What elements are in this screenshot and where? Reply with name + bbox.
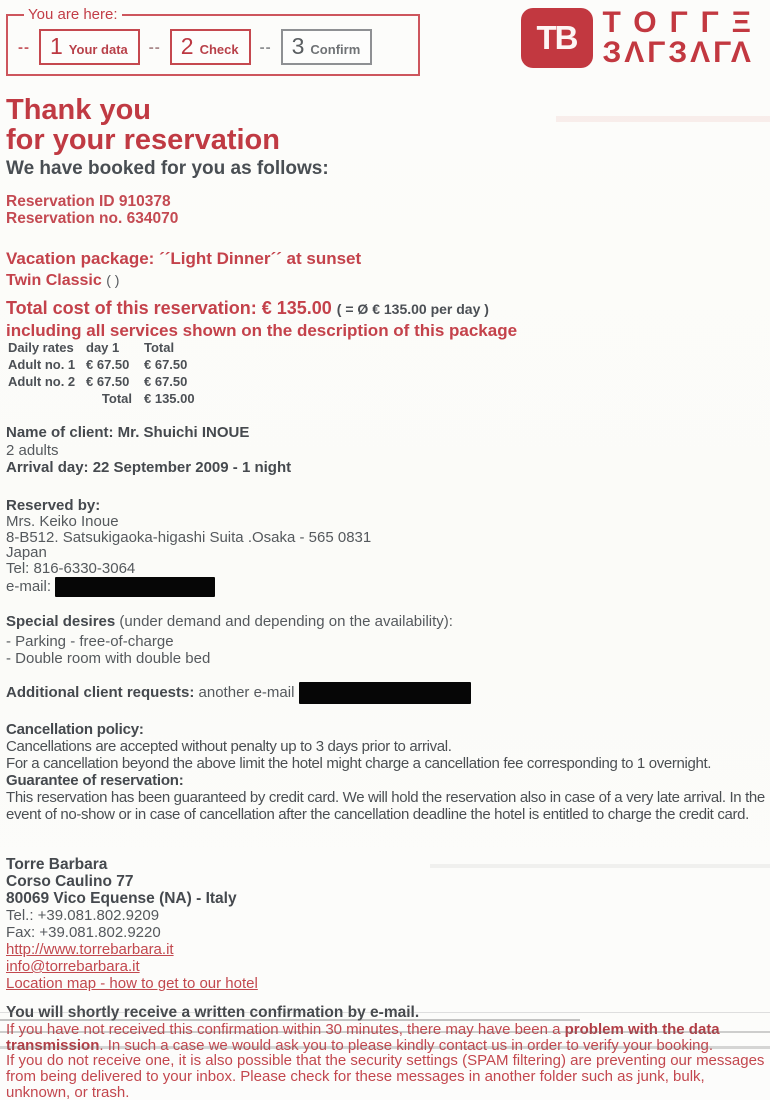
hotel-website-link[interactable]: http://www.torrebarbara.it — [6, 941, 174, 958]
package-block — [6, 249, 517, 341]
reservation-number: Reservation no. 634070 — [6, 210, 179, 227]
cancellation-policy-line: For a cancellation beyond the above limit the hotel might charge a cancellation fee corresponding to 1 overnight. — [6, 755, 712, 772]
rate-row-day1: € 67.50 — [86, 374, 130, 389]
step-number: 2 — [180, 33, 194, 59]
tb-logo-icon: TB — [521, 8, 593, 68]
client-adults: 2 adults — [6, 441, 59, 459]
logo-word-torre: TOΓΓΞ — [602, 6, 764, 39]
step-check[interactable] — [170, 29, 251, 65]
page-title-line1: Thank you — [6, 94, 152, 126]
step-separator: -- — [148, 38, 161, 56]
redacted-email-box — [55, 577, 215, 597]
cancellation-policy-heading: Cancellation policy: — [6, 721, 144, 738]
wizard-stepper — [6, 6, 420, 76]
step-confirm[interactable] — [281, 29, 373, 65]
warning-text: . In such a case we would ask you to please kindly contact us in order to verify your booking. — [99, 1036, 714, 1054]
reserved-by-email-line — [6, 577, 371, 597]
room-type-suffix: ( ) — [106, 272, 120, 288]
guarantee-heading: Guarantee of reservation: — [6, 772, 184, 789]
rates-total-value: € 135.00 — [144, 391, 195, 406]
special-desires-heading-line — [6, 613, 453, 630]
warning-bold-text: problem with the data transmission — [6, 1020, 720, 1054]
scan-artifact — [430, 864, 770, 868]
daily-rates-table — [8, 341, 206, 409]
reserved-by-tel: Tel: 816-6330-3064 — [6, 560, 136, 578]
title-block — [6, 95, 329, 180]
guarantee-text: This reservation has been guaranteed by credit card. We will hold the reservation also in case of a very late arrival. In the event of no-show or in case of cancellation after the cancellation deadline the hotel is entitled to charge the credit card. — [6, 789, 765, 823]
rate-row-total: € 67.50 — [144, 357, 188, 372]
step-separator: -- — [18, 38, 30, 56]
hotel-address-block — [6, 856, 258, 992]
total-cost: Total cost of this reservation: € 135.00 — [6, 298, 332, 318]
page-subtitle: We have booked for you as follows: — [6, 158, 329, 179]
additional-requests-label: Additional client requests: — [6, 683, 195, 701]
email-confirmation-line: You will shortly receive a written confirmation by e-mail. — [6, 1004, 420, 1021]
torre-barbara-logo — [521, 8, 765, 68]
stepper-legend: You are here: — [28, 6, 118, 23]
email-label: e-mail: — [6, 577, 52, 595]
header-row — [6, 6, 764, 90]
step-label: Check — [199, 42, 239, 57]
reserved-by-heading: Reserved by: — [6, 497, 101, 514]
including-services-line: including all services shown on the description of this package — [6, 321, 518, 340]
footer-notes-block — [6, 1005, 768, 1100]
step-number: 1 — [50, 33, 63, 59]
spam-filter-paragraph: If you do not receive one, it is also possible that the security settings (SPAM filtering) are preventing our messages from being delivered to your inbox. Please check for these messages in another folder such as junk, bulk, unknown, or trash. — [6, 1052, 765, 1100]
step-label: Confirm — [310, 42, 361, 57]
special-desires-heading: Special desires — [6, 613, 116, 630]
rate-row-label: Adult no. 1 — [8, 357, 76, 372]
rates-header-row — [8, 341, 206, 358]
redacted-email-box — [299, 682, 471, 704]
step-your-data[interactable] — [39, 29, 140, 65]
arrival-day-line: Arrival day: 22 September 2009 - 1 night — [6, 459, 292, 476]
client-block — [6, 424, 291, 477]
step-separator: -- — [259, 38, 272, 56]
stepper-steps — [18, 29, 410, 65]
logo-word-barbara: ЗΛΓЗΛΓΛ — [602, 36, 754, 69]
special-desires-block — [6, 613, 453, 667]
rate-row-day1: € 67.50 — [86, 357, 130, 372]
scan-artifact — [556, 116, 770, 122]
rates-total-row — [8, 392, 206, 409]
hotel-street: Corso Caulino 77 — [6, 873, 134, 890]
rates-total-label: Total — [101, 391, 132, 406]
room-type: Twin Classic — [6, 272, 102, 289]
logo-wordmark — [603, 8, 765, 68]
rates-header-day1: day 1 — [86, 340, 120, 355]
cancellation-policy-block — [6, 721, 768, 823]
additional-requests-text: another e-mail — [194, 683, 295, 701]
hotel-name: Torre Barbara — [6, 856, 108, 873]
hotel-tel: Tel.: +39.081.802.9209 — [6, 907, 160, 924]
list-item: - Double room with double bed — [6, 650, 211, 667]
client-name-line: Name of client: Mr. Shuichi INOUE — [6, 424, 250, 441]
table-row — [8, 375, 206, 392]
room-type-line — [6, 272, 517, 290]
reservation-id: Reservation ID 910378 — [6, 193, 171, 210]
page-title-line2: for your reservation — [6, 124, 280, 156]
step-label: Your data — [68, 42, 128, 57]
reserved-by-address: 8-B512. Satsukigaoka-higashi Suita .Osaka - 565 0831 — [6, 528, 372, 546]
rates-header-label: Daily rates — [8, 340, 74, 355]
total-cost-line — [6, 298, 517, 319]
per-day-cost: ( = Ø € 135.00 per day ) — [336, 301, 489, 317]
vacation-package-line: Vacation package: ´´Light Dinner´´ at sunset — [6, 249, 362, 268]
confirmation-warning-paragraph — [6, 1022, 768, 1054]
rate-row-total: € 67.50 — [144, 374, 188, 389]
special-desires-suffix: (under demand and depending on the availability): — [115, 613, 453, 630]
reservation-ids — [6, 193, 178, 227]
reserved-by-country: Japan — [6, 544, 47, 562]
hotel-email-link[interactable]: info@torrebarbara.it — [6, 958, 140, 975]
reserved-by-block — [6, 498, 371, 597]
cancellation-policy-line: Cancellations are accepted without penalty up to 3 days prior to arrival. — [6, 738, 452, 755]
list-item: - Parking - free-of-charge — [6, 633, 174, 650]
table-row — [8, 358, 206, 375]
hotel-fax: Fax: +39.081.802.9220 — [6, 924, 161, 941]
hotel-city: 80069 Vico Equense (NA) - Italy — [6, 890, 237, 907]
step-number: 3 — [291, 33, 305, 59]
warning-text: If you have not received this confirmation within 30 minutes, there may have been a — [6, 1020, 565, 1038]
rate-row-label: Adult no. 2 — [8, 374, 76, 389]
rates-header-total: Total — [144, 340, 175, 355]
location-map-link[interactable]: Location map - how to get to our hotel — [6, 975, 258, 992]
additional-requests-block — [6, 682, 471, 704]
reserved-by-name: Mrs. Keiko Inoue — [6, 512, 119, 530]
